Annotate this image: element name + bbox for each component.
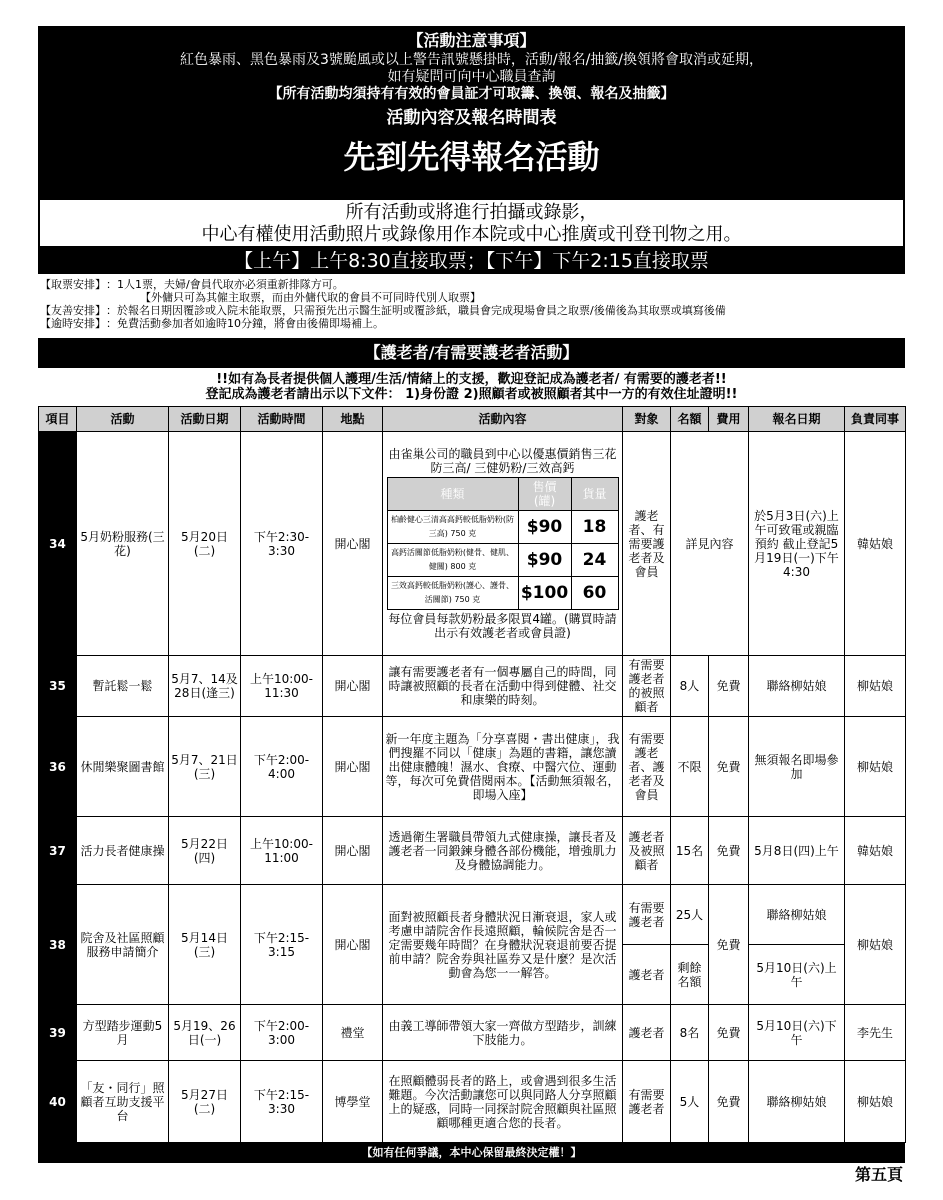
arrangement-row — [40, 304, 903, 317]
arrangement-text: ：免費活動參加者如逾時10分鐘，將會由後備即場補上。 — [106, 317, 384, 330]
registration-date: 聯絡柳姑娘 — [749, 656, 845, 717]
col-header: 對象 — [623, 407, 671, 432]
quota-fee: 詳見內容 — [671, 432, 749, 656]
activity-name: 院舍及社區照顧服務申請簡介 — [77, 885, 169, 1005]
staff: 韓姑娘 — [845, 432, 906, 656]
fee: 免費 — [709, 717, 749, 817]
col-header: 費用 — [709, 407, 749, 432]
activity-target: 有需要護老者 — [623, 885, 671, 945]
col-header: 地點 — [323, 407, 383, 432]
activity-name: 活力長者健康操 — [77, 817, 169, 885]
activity-place: 開心閣 — [323, 817, 383, 885]
footer-disclaimer: 【如有任何爭議，本中心保留最終決定權！】 — [38, 1143, 905, 1163]
table-row — [39, 1005, 906, 1061]
arrangement-text: 【外傭只可為其僱主取票，而由外傭代取的會員不可同時代別人取票】 — [140, 291, 481, 304]
quota: 剩餘名額 — [671, 945, 709, 1005]
activity-content: 讓有需要護老者有一個專屬自己的時間，同時讓被照顧的長者在活動中得到健體、社交和康樂的時刻。 — [383, 656, 623, 717]
ticket-times: 【上午】上午8:30直接取票；【下午】下午2:15直接取票 — [38, 248, 905, 274]
milk-col-header: 貨量 — [571, 478, 618, 511]
activity-table — [38, 406, 906, 1143]
activity-time: 上午10:00-11:00 — [241, 817, 323, 885]
staff: 柳姑娘 — [845, 885, 906, 1005]
activity-target: 護老者及被照顧者 — [623, 817, 671, 885]
arrangement-row — [40, 291, 903, 304]
arrangement-label: 【逾時安排】 — [40, 317, 106, 330]
activity-place: 開心閣 — [323, 432, 383, 656]
activity-place: 禮堂 — [323, 1005, 383, 1061]
milk-kind: 三效高鈣較低脂奶粉(護心、護骨、活關節) 750 克 — [387, 577, 518, 610]
activity-time: 下午2:30-3:30 — [241, 432, 323, 656]
col-header: 活動時間 — [241, 407, 323, 432]
quota: 8人 — [671, 656, 709, 717]
arrangement-text: ：1人1票，夫婦/會員代取亦必須重新排隊方可。 — [106, 278, 344, 291]
table-header-row — [39, 407, 906, 432]
quota: 15名 — [671, 817, 709, 885]
item-number: 35 — [39, 656, 77, 717]
activity-name: 「友・同行」照顧者互助支援平台 — [77, 1061, 169, 1143]
activity-name: 休閒樂聚圖書館 — [77, 717, 169, 817]
activity-content: 面對被照顧長者身體狀況日漸衰退，家人或考慮申請院舍作長遠照顧，輪候院舍是否一定需要幾年時間？在身體狀況衰退前要否提前申請？院舍券與社區券又是什麼？是次活動會為您一一解答。 — [383, 885, 623, 1005]
activity-content: 新一年度主題為「分享喜閱・書出健康」，我們搜羅不同以「健康」為題的書籍，讓您讀出健康體魄！濕水、食療、中醫穴位、運動等，每次可免費借閱兩本。【活動無須報名，即場入座】 — [383, 717, 623, 817]
registration-date: 聯絡柳姑娘 — [749, 885, 845, 945]
milk-col-header: 售價 (罐) — [518, 478, 571, 511]
notice-line1: 所有活動或將進行拍攝或錄影， — [345, 202, 598, 223]
staff: 柳姑娘 — [845, 717, 906, 817]
activity-place: 開心閣 — [323, 885, 383, 1005]
activity-place: 博學堂 — [323, 1061, 383, 1143]
header-line5: 活動內容及報名時間表 — [386, 108, 557, 128]
photo-notice — [38, 198, 905, 248]
milk-kind: 柏齡健心三清高高鈣較低脂奶粉(防三高) 750 克 — [387, 511, 518, 544]
activity-date: 5月27日(二) — [169, 1061, 241, 1143]
activity-date: 5月22日(四) — [169, 817, 241, 885]
milk-kind: 高鈣活關節低脂奶粉(健骨、健肌、健關) 800 克 — [387, 544, 518, 577]
activity-time: 上午10:00-11:30 — [241, 656, 323, 717]
col-header: 活動日期 — [169, 407, 241, 432]
table-row — [39, 885, 906, 945]
fee: 免費 — [709, 1005, 749, 1061]
milk-qty: 18 — [571, 511, 618, 544]
milk-price: $90 — [518, 544, 571, 577]
activity-name: 5月奶粉服務(三花) — [77, 432, 169, 656]
registration-date: 聯絡柳姑娘 — [749, 1061, 845, 1143]
activity-content: 透過衛生署職員帶領九式健康操，讓長者及護老者一同鍛鍊身體各部份機能，增強肌力及身體協調能力。 — [383, 817, 623, 885]
milk-qty: 60 — [571, 577, 618, 610]
activity-target: 有需要護老者的被照顧者 — [623, 656, 671, 717]
arrangement-label: 【友善安排】 — [40, 304, 106, 317]
activity-target: 護老者 — [623, 945, 671, 1005]
staff: 韓姑娘 — [845, 817, 906, 885]
item-number: 40 — [39, 1061, 77, 1143]
arrangement-row — [40, 278, 903, 291]
caregiver-title: 【護老者/有需要護老者活動】 — [38, 338, 905, 368]
activity-time: 下午2:00-3:00 — [241, 1005, 323, 1061]
quota: 8名 — [671, 1005, 709, 1061]
table-row — [39, 656, 906, 717]
activity-name: 暫託鬆一鬆 — [77, 656, 169, 717]
activity-target: 護老者 — [623, 1005, 671, 1061]
registration-date: 無須報名即場參加 — [749, 717, 845, 817]
table-row — [39, 432, 906, 656]
activity-date: 5月20日(二) — [169, 432, 241, 656]
registration-date: 5月10日(六)下午 — [749, 1005, 845, 1061]
activity-content: 由義工導師帶領大家一齊做方型踏步，訓練下肢能力。 — [383, 1005, 623, 1061]
milk-row — [387, 577, 618, 610]
quota: 不限 — [671, 717, 709, 817]
milk-header-row — [387, 478, 618, 511]
activity-date: 5月7、21日(三) — [169, 717, 241, 817]
staff: 柳姑娘 — [845, 1061, 906, 1143]
header-line3: 如有疑問可向中心職員查詢 — [387, 69, 556, 85]
content-bottom: 每位會員每款奶粉最多限買4罐。(購買時請出示有效護老者或會員證) — [388, 612, 617, 640]
activity-place: 開心閣 — [323, 656, 383, 717]
arrangement-row — [40, 317, 903, 330]
activity-time: 下午2:15-3:15 — [241, 885, 323, 1005]
activity-content — [383, 432, 623, 656]
quota: 5人 — [671, 1061, 709, 1143]
activity-name: 方型踏步運動5月 — [77, 1005, 169, 1061]
milk-row — [387, 544, 618, 577]
notice-header — [38, 26, 905, 198]
caregiver-sub1: !!如有為長者提供個人護理/生活/情緒上的支援，歡迎登記成為護老者/ 有需要的護老者!! — [216, 372, 727, 387]
activity-target: 有需要護老者 — [623, 1061, 671, 1143]
milk-price: $90 — [518, 511, 571, 544]
activity-time: 下午2:15-3:30 — [241, 1061, 323, 1143]
col-header: 活動 — [77, 407, 169, 432]
page-title: 先到先得報名活動 — [343, 138, 600, 176]
fee: 免費 — [709, 817, 749, 885]
fee: 免費 — [709, 656, 749, 717]
table-row — [39, 1061, 906, 1143]
item-number: 36 — [39, 717, 77, 817]
arrangements — [38, 274, 905, 338]
activity-date: 5月7、14及28日(逢三) — [169, 656, 241, 717]
activity-date: 5月14日(三) — [169, 885, 241, 1005]
page-content — [38, 26, 905, 1163]
arrangement-label: 【取票安排】 — [40, 278, 106, 291]
col-header: 報名日期 — [749, 407, 845, 432]
fee: 免費 — [709, 1061, 749, 1143]
milk-qty: 24 — [571, 544, 618, 577]
activity-place: 開心閣 — [323, 717, 383, 817]
item-number: 34 — [39, 432, 77, 656]
table-row — [39, 717, 906, 817]
milk-price: $100 — [518, 577, 571, 610]
staff: 柳姑娘 — [845, 656, 906, 717]
notice-line2: 中心有權使用活動照片或錄像用作本院或中心推廣或刊登刊物之用。 — [201, 224, 742, 245]
milk-price-table — [387, 477, 619, 610]
activity-target: 護老者、有需要護老者及會員 — [623, 432, 671, 656]
registration-date: 5月8日(四)上午 — [749, 817, 845, 885]
caregiver-sub2: 登記成為護老者請出示以下文件： 1)身份證 2)照顧者或被照顧者其中一方的有效住址證明!! — [205, 387, 738, 402]
milk-row — [387, 511, 618, 544]
milk-col-header: 種類 — [387, 478, 518, 511]
registration-date: 於5月3日(六)上午可致電或親臨預約 截止登記5月19日(一)下午4:30 — [749, 432, 845, 656]
col-header: 負責同事 — [845, 407, 906, 432]
header-line2: 紅色暴雨、黑色暴雨及3號颱風或以上警告訊號懸掛時，活動/報名/抽籤/換領將會取消或延期， — [179, 52, 764, 68]
header-line4: 【所有活動均須持有有效的會員証才可取籌、換領、報名及抽籤】 — [268, 86, 675, 102]
col-header: 活動內容 — [383, 407, 623, 432]
arrangement-text: ：於報名日期因覆診或入院未能取票，只需預先出示醫生証明或覆診紙，職員會完成現場會員之取票/後備後為其取票或填寫後備 — [106, 304, 726, 317]
fee: 免費 — [709, 885, 749, 1005]
activity-time: 下午2:00-4:00 — [241, 717, 323, 817]
activity-content: 在照顧體弱長者的路上，或會遇到很多生活難題。今次活動讓您可以與同路人分享照顧上的疑惑，同時一同探討院舍照顧與社區照顧哪種更適合您的長者。 — [383, 1061, 623, 1143]
item-number: 39 — [39, 1005, 77, 1061]
header-line1: 【活動注意事項】 — [407, 31, 536, 50]
quota: 25人 — [671, 885, 709, 945]
activity-date: 5月19、26日(一) — [169, 1005, 241, 1061]
item-number: 37 — [39, 817, 77, 885]
activity-target: 有需要護老者、護老者及會員 — [623, 717, 671, 817]
content-top: 由雀巢公司的職員到中心以優惠價銷售三花防三高/ 三健奶粉/三效高鈣 — [388, 447, 617, 475]
col-header: 項目 — [39, 407, 77, 432]
page-number: 第五頁 — [854, 1165, 903, 1184]
registration-date: 5月10日(六)上午 — [749, 945, 845, 1005]
table-row — [39, 817, 906, 885]
item-number: 38 — [39, 885, 77, 1005]
caregiver-subtitle — [38, 368, 905, 406]
staff: 李先生 — [845, 1005, 906, 1061]
col-header: 名額 — [671, 407, 709, 432]
